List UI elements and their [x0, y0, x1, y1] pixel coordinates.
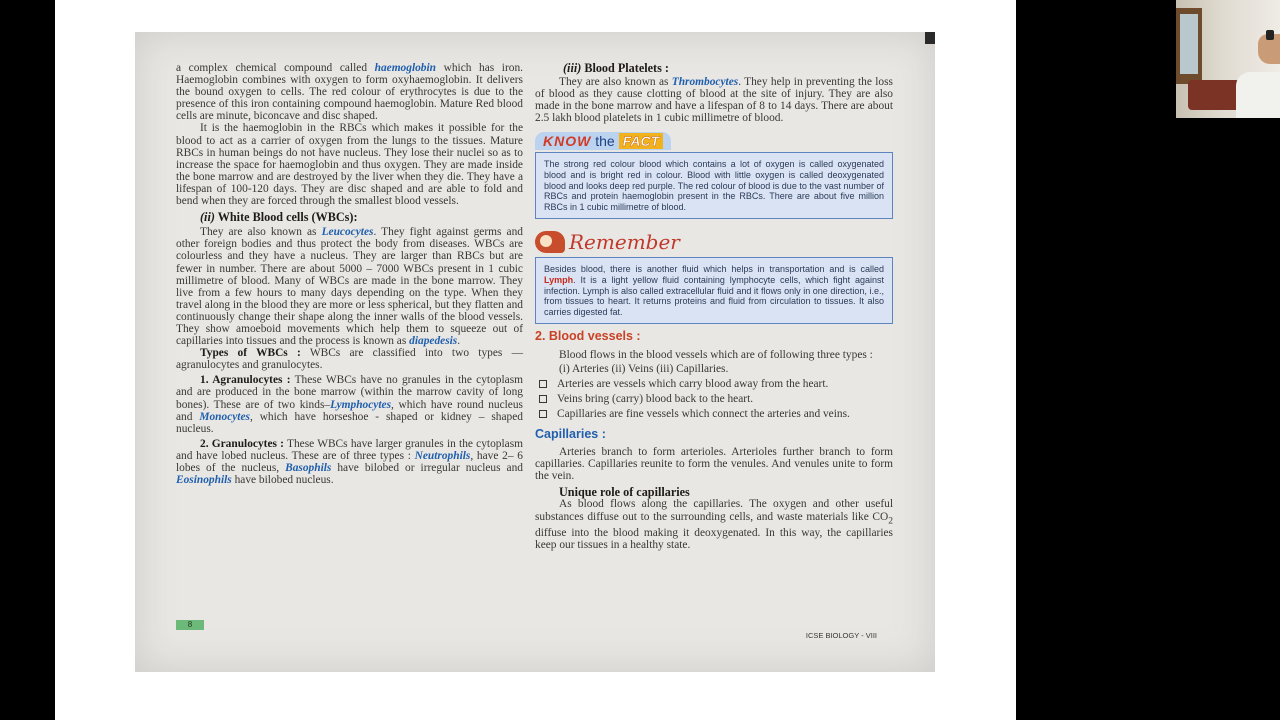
textbook-page-photo [135, 32, 935, 672]
book-footer-label: ICSE BIOLOGY - VIII [805, 631, 877, 640]
list-item: Arteries are vessels which carry blood away from the heart. [535, 378, 893, 390]
term-neutrophils: Neutrophils [414, 449, 471, 462]
capillaries-title: Capillaries : [535, 426, 606, 441]
term-lymphocytes: Lymphocytes [330, 398, 392, 411]
capillaries-paragraph: Arteries branch to form arterioles. Arterioles further branch to form capillaries. Capillaries reunite to form the venules. And venules unite to form the vein. [535, 446, 893, 483]
blood-vessels-intro: Blood flows in the blood vessels which are of following three types : [559, 348, 873, 361]
the-label: the [591, 133, 619, 150]
fact-label: FACT [619, 133, 664, 149]
unique-role-paragraph: As blood flows along the capillaries. The oxygen and other useful substances diffuse out to the surrounding cells, and waste materials like $CO_2$ diffuse into the blood making it deoxygenated. In this way, the capillaries keep our tissues in a healthy state. [535, 498, 893, 551]
platelets-heading: (iii) Blood Platelets : [563, 61, 669, 75]
webcam-thumbnail[interactable] [1176, 0, 1280, 118]
list-item: Veins bring (carry) blood back to the heart. [535, 393, 893, 405]
remember-title: Remember [569, 230, 680, 255]
term-thrombocytes: Thrombocytes [671, 76, 739, 89]
page-corner-shadow [925, 32, 935, 44]
checkbox-bullet-icon [539, 410, 547, 418]
know-the-fact-box: The strong red colour blood which contains a lot of oxygen is called oxygenated blood and is bright red in colour. Blood with little oxygen is called deoxygenated blood and looks deep red purple. The red colour of blood is due to the vast number of RBCs and protein haemoglobin present in the RBCs. There are about five million RBCs in 1 cubic millimetre of blood. [535, 152, 893, 219]
shared-slide [55, 0, 1016, 720]
term-leucocytes: Leucocytes [321, 226, 374, 239]
know-the-fact-banner [535, 132, 893, 152]
know-label: KNOW [543, 133, 592, 150]
remember-banner [535, 229, 893, 257]
term-eosinophils: Eosinophils [176, 474, 232, 487]
unique-role-heading: Unique role of capillaries [559, 485, 690, 500]
remember-box: Besides blood, there is another fluid which helps in transportation and is called Lymph. It is a light yellow fluid containing lymphocyte cells, which fight against infection. Lymph is also called extracellular fluid and it flows only in one direction, i.e., from tissues to heart. It returns proteins and fluid from circulation to tissues. It also carries digested fat. [535, 257, 893, 324]
right-column [535, 62, 893, 551]
term-diapedesis: diapedesis [409, 335, 458, 348]
checkbox-bullet-icon [539, 380, 547, 388]
checkbox-bullet-icon [539, 395, 547, 403]
list-item: Capillaries are fine vessels which connect the arteries and veins. [535, 408, 893, 420]
term-basophils: Basophils [285, 462, 332, 474]
types-of-wbcs: Types of WBCs : WBCs are classified into two types — agranulocytes and granulocytes. [176, 347, 523, 372]
background-furniture [1188, 80, 1240, 110]
blood-vessels-types: (i) Arteries (ii) Veins (iii) Capillaries. [559, 362, 729, 375]
term-lymph: Lymph [544, 275, 574, 286]
wbc-heading: (ii) White Blood cells (WBCs): [200, 210, 358, 225]
rbc-paragraph: It is the haemoglobin in the RBCs which makes it possible for the blood to act as a carrier of oxygen from the lungs to the tissues. Mature RBCs in human beings do not have nucleus. They lose their nuclei so as to increase the space for haemoglobin and thus oxygen. They are made inside the bone marrow and are destroyed by the liver when they die. They have a lifespan of 100-120 days. They are disc shaped and are able to fold and bend when they are forced through the smallest blood vessels. [176, 122, 523, 208]
granulocytes-paragraph: 2. Granulocytes : These WBCs have larger granules in the cytoplasm and have lobed nucleus. These are of three types : Neutrophils, have 2– 6 lobes of the nucleus, Basophils have bilobed or irregular nucleus and Eosinophils have bilobed nucleus. [176, 437, 523, 487]
term-haemoglobin: haemoglobin [374, 62, 437, 74]
term-monocytes: Monocytes [199, 410, 250, 423]
blood-vessels-title: 2. Blood vessels : [535, 329, 641, 344]
presenter-body [1236, 72, 1280, 118]
agranulocytes-paragraph: 1. Agranulocytes : These WBCs have no granules in the cytoplasm and are produced in the bone marrow (within the marrow cavity of long bones). These are of two kinds–Lymphocytes, which have round nucleus and Monocytes, which have horseshoe - shaped or kidney – shaped nucleus. [176, 374, 523, 435]
wbc-paragraph: They are also known as Leucocytes. They fight against germs and other foreign bodies and thus protect the body from diseases. WBCs are colourless and they have a nucleus. They are larger than RBCs but are fewer in number. There are about 5000 – 7000 WBCs present in 1 cubic millimetre of blood. Many of WBCs are made in the bone marrow. They live from a few hours to many days depending on the type. When they travel along in the blood they are more or less spherical, but they flatten and continuously change their shape along the inner walls of the blood vessels. They show amoeboid movements which help them to squeeze out of capillaries into tissues and the process is known as diapedesis. [176, 226, 523, 348]
platelets-paragraph: They are also known as Thrombocytes. They help in preventing the loss of blood as they cause clotting of blood at the site of injury. They are also made in the bone marrow and have a lifespan of 8 to 14 days. There are about 2.5 lakh blood platelets in 1 cubic millimetre of blood. [535, 76, 893, 125]
remember-cartoon-icon [535, 231, 565, 253]
background-window [1176, 8, 1202, 84]
haemoglobin-paragraph: a complex chemical compound called haemoglobin which has iron. Haemoglobin combines with oxygen to form oxyhaemoglobin. It delivers the bound oxygen to cells. The red colour of erythrocytes is due to the presence of this iron containing compound haemoglobin. Mature Red blood cells are minute, biconcave and disc shaped. [176, 62, 523, 123]
left-column [176, 62, 523, 486]
microphone-icon [1266, 30, 1274, 40]
page-number: 8 [176, 620, 204, 630]
